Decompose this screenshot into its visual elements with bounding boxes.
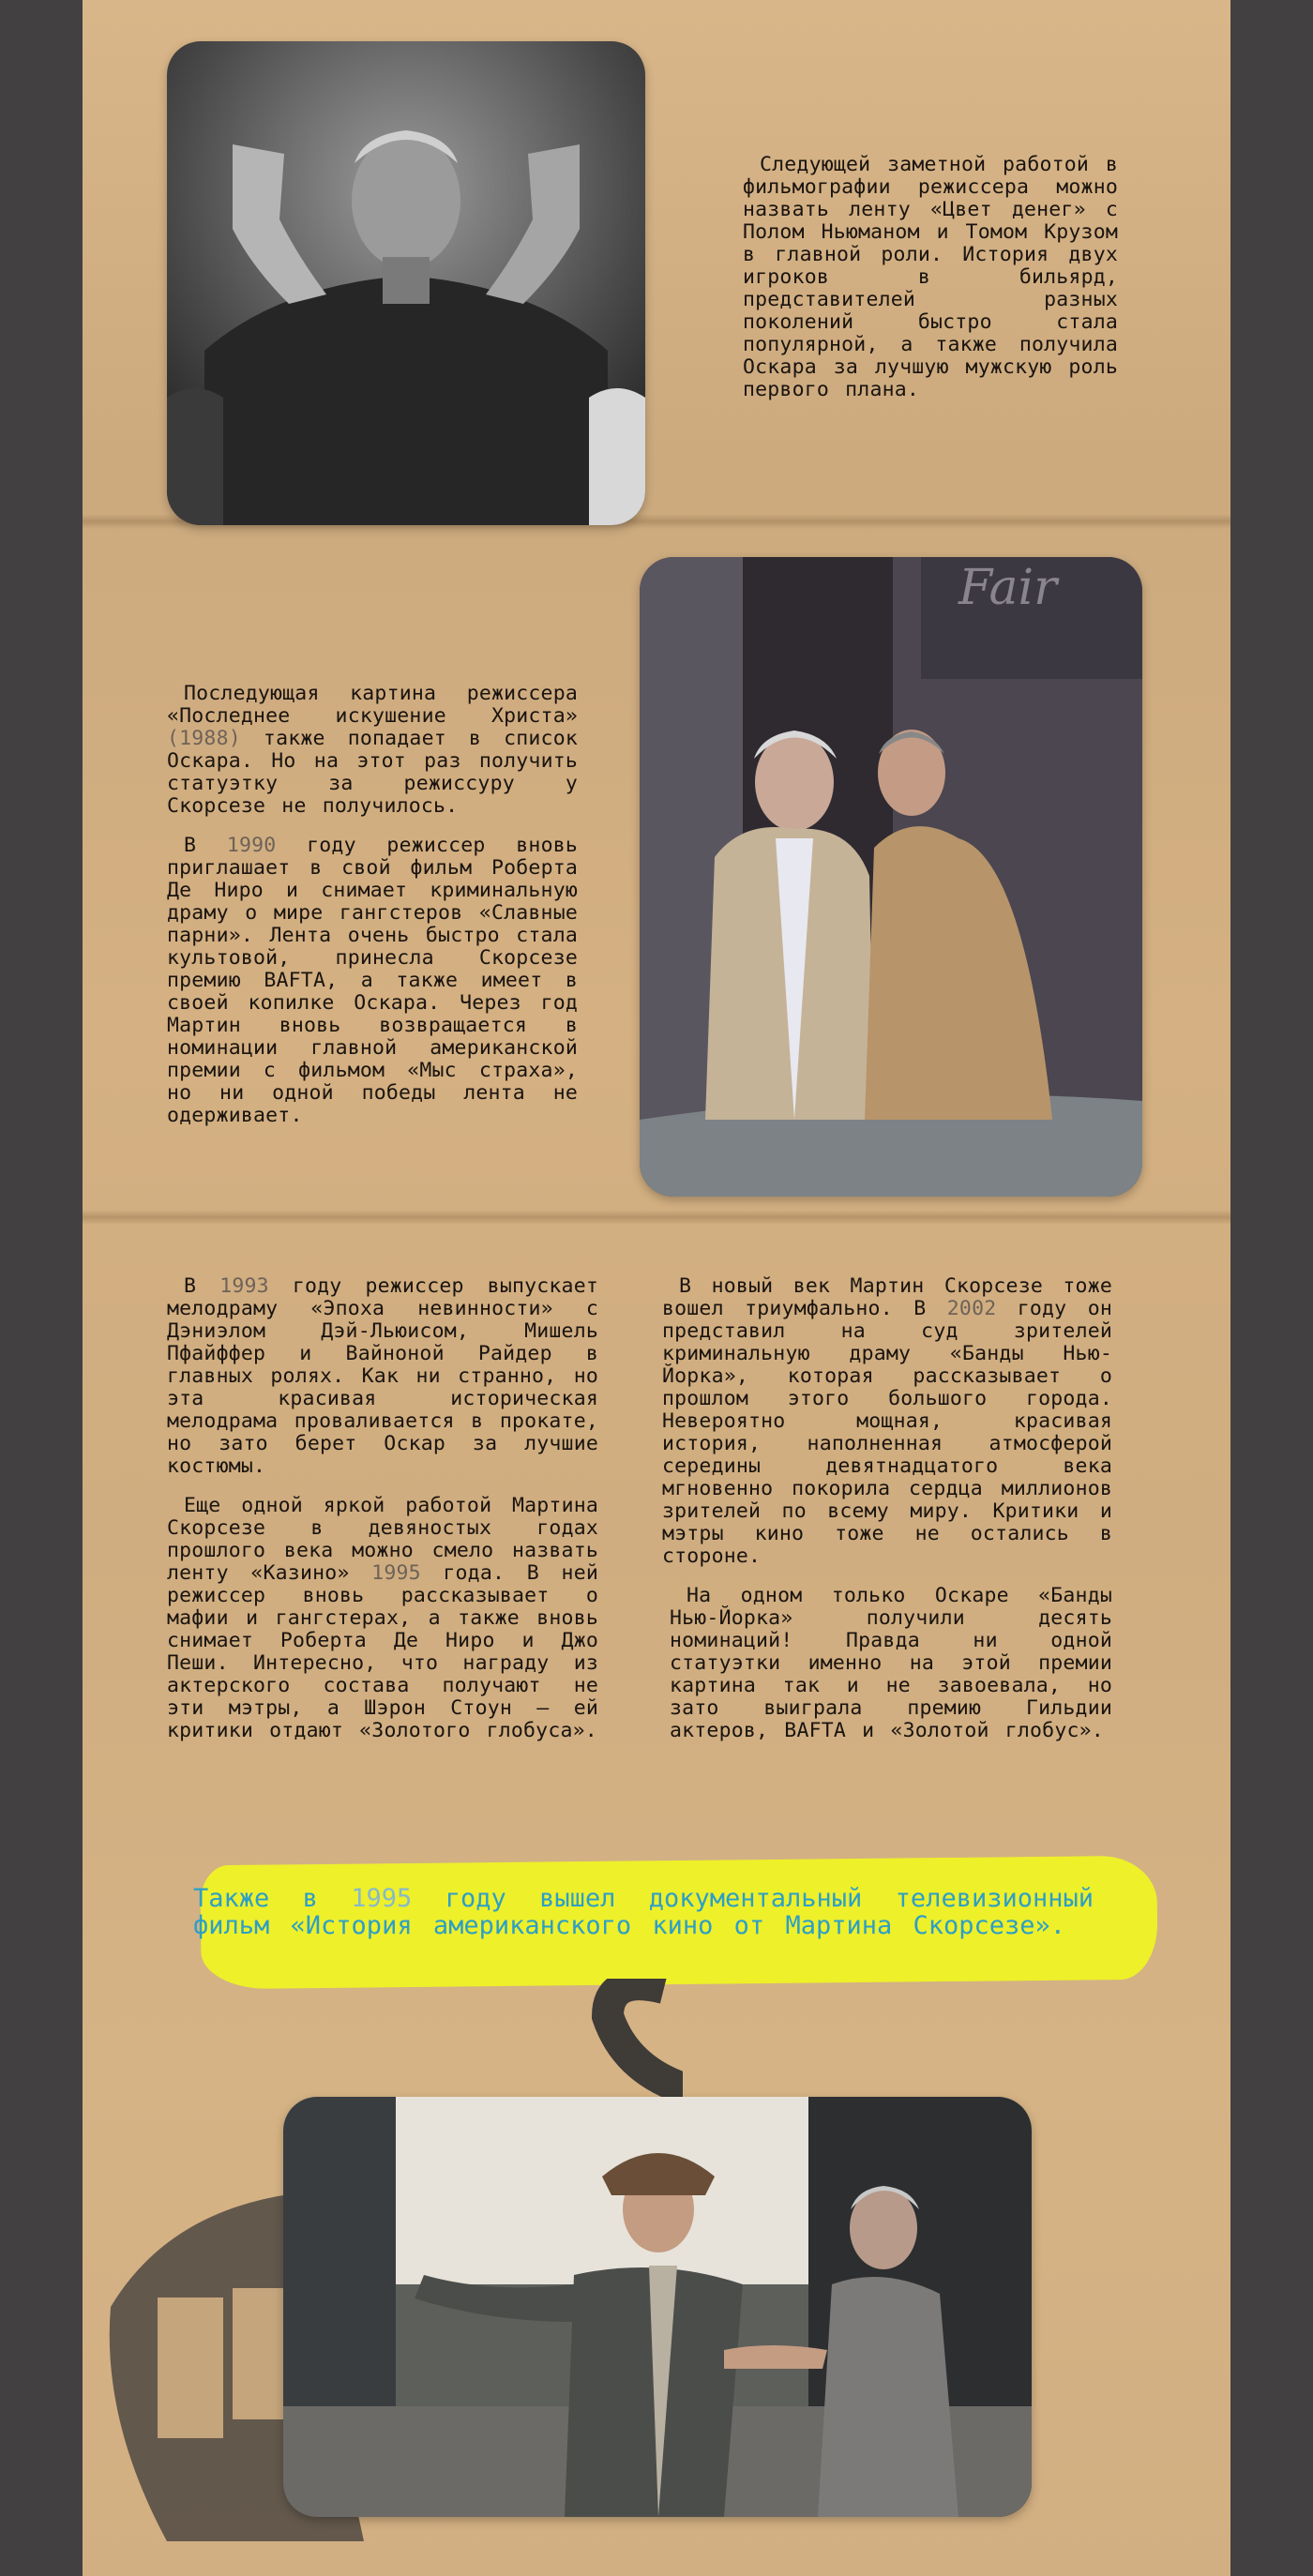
year: 1990 bbox=[226, 834, 277, 857]
photo-scorsese-hands bbox=[167, 41, 645, 525]
year: 1995 bbox=[351, 1884, 413, 1913]
paragraph: Еще одной яркой работой Мартина Скорсезе в девяностых годах прошлого века можно смело назвать ленту «Казино» 1995 года. В ней режиссер вновь рассказывает о мафии и гангстерах, а также вновь снимает Роберта Де Ниро и Джо Пеши. Интересно, что награду из актерского состава получают не эти мэтры, а Шэрон Стоун – ей критики отдают «Золотого глобуса». bbox=[167, 1494, 598, 1742]
paragraph: Последующая картина режиссера «Последнее искушение Христа» (1988) также попадает в список Оскара. Но на этот раз получить статуэтку за режиссуру у Скорсезе не получилось. bbox=[167, 682, 578, 818]
section3-left-text bbox=[167, 1275, 598, 1759]
photo-scorsese-conversation bbox=[640, 557, 1142, 1197]
section1-text bbox=[743, 154, 1118, 418]
year: 1995 bbox=[371, 1561, 421, 1585]
highlight-text: Также в 1995 году вышел документальный телевизионный фильм «История американского кино от Мартина Скорсезе». bbox=[193, 1884, 1094, 1940]
section2-text bbox=[167, 683, 578, 1144]
svg-text:Fair: Fair bbox=[958, 560, 1058, 616]
year: 1993 bbox=[219, 1274, 269, 1298]
paragraph: В 1993 году режиссер выпускает мелодраму «Эпоха невинности» с Дэниэлом Дэй-Льюисом, Мишель Пфайффер и Вайноной Райдер в главных ролях. Как ни странно, но эта красивая историческая мелодрама проваливается в прокате, но зато берет Оскар за лучшие костюмы. bbox=[167, 1274, 598, 1478]
paragraph: Следующей заметной работой в фильмографии режиссера можно назвать ленту «Цвет денег» с Полом Ньюманом и Томом Крузом в главной роли. История двух игроков в бильярд, представителей разных поколений быстро стала популярной, а также получила Оскара за лучшую мужскую роль первого плана. bbox=[743, 153, 1118, 401]
paragraph: В 1990 году режиссер вновь приглашает в свой фильм Роберта Де Ниро и снимает криминальную драму о мире гангстеров «Славные парни». Лента очень быстро стала культовой, принесла Скорсезе премию BAFTA, а также имеет в своей копилке Оскара. Через год Мартин вновь возвращается в номинации главной американской премии с фильмом «Мыс страха», но ни одной победы лента не одерживает. bbox=[167, 834, 578, 1127]
year: 2002 bbox=[946, 1297, 997, 1320]
photo-scorsese-on-set bbox=[283, 2097, 1032, 2517]
year: (1988) bbox=[167, 727, 241, 750]
paragraph: На одном только Оскаре «Банды Нью-Йорка» получили десять номинаций! Правда ни одной статуэтки именно на этой премии картина так и не завоевала, но зато выиграла премию Гильдии актеров, BAFTA и «Золотой глобус». bbox=[670, 1584, 1112, 1742]
article-page bbox=[83, 0, 1230, 2576]
paper-fold bbox=[83, 1210, 1230, 1225]
section3-right-text bbox=[662, 1275, 1112, 1759]
paragraph: В новый век Мартин Скорсезе тоже вошел триумфально. В 2002 году он представил на суд зрителей криминальную драму «Банды Нью-Йорка», которая рассказывает о прошлом этого большого города. Невероятно мощная, красивая история, наполненная атмосферой середины девятнадцатого века мгновенно покорила сердца миллионов зрителей по всему миру. Критики и мэтры кино тоже не остались в стороне. bbox=[662, 1274, 1113, 1568]
